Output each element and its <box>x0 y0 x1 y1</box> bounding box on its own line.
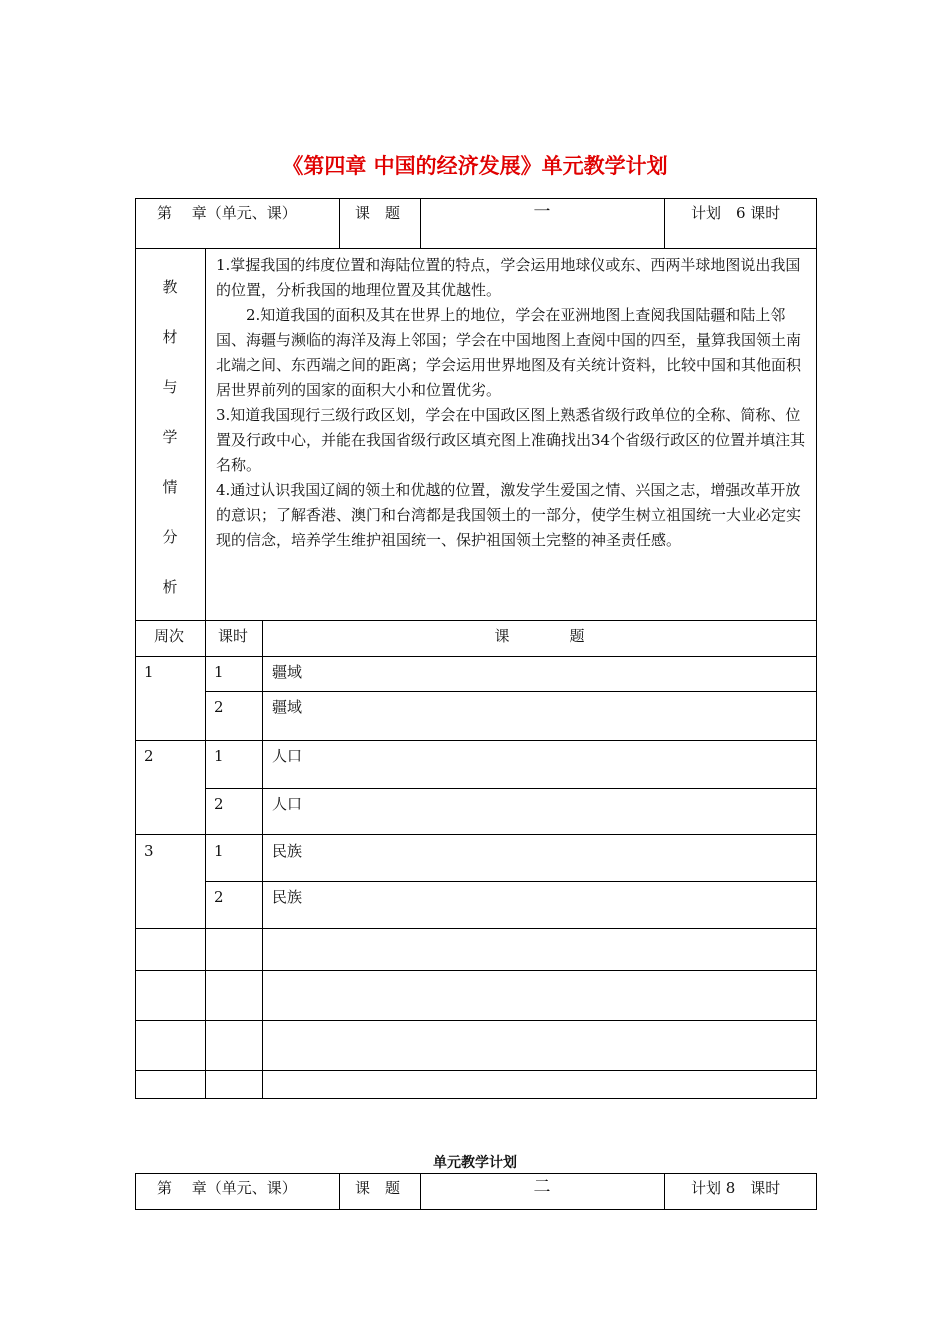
analysis-text <box>216 253 811 553</box>
col-week-header: 周次 <box>154 627 185 645</box>
row-topic: 人口 <box>272 747 303 765</box>
row-topic: 疆域 <box>272 663 303 681</box>
second-plan-title: 单元教学计划 <box>433 1155 517 1171</box>
row-hour: 1 <box>214 842 224 860</box>
row-hour: 1 <box>214 747 224 765</box>
row-hour: 2 <box>214 795 224 813</box>
row-week: 1 <box>144 663 154 681</box>
chapter-label: 第 章（单元、课） <box>157 204 297 222</box>
row-topic: 疆域 <box>272 698 303 716</box>
row-topic: 民族 <box>272 842 303 860</box>
row-topic: 民族 <box>272 888 303 906</box>
col-topic-header: 课 题 <box>494 627 585 645</box>
analysis-paragraph: 2.知道我国的面积及其在世界上的地位，学会在亚洲地图上查阅我国陆疆和陆上邻国、海疆与濒临的海洋及海上邻国；学会在中国地图上查阅中国的四至，量算我国领土南北端之间、东西端之间的距离；学会运用世界地图及有关统计资料，比较中国和其他面积居世界前列的国家的面积大小和位置优劣。 <box>216 306 802 399</box>
row-topic: 人口 <box>272 795 303 813</box>
plan-hours: 计划 6 课时 <box>691 204 781 222</box>
row-week: 3 <box>144 842 154 860</box>
second-chapter-label: 第 章（单元、课） <box>157 1179 297 1197</box>
row-hour: 2 <box>214 698 224 716</box>
second-topic-value: 二 <box>533 1177 551 1197</box>
row-week: 2 <box>144 747 154 765</box>
analysis-paragraph: 4.通过认识我国辽阔的领土和优越的位置，激发学生爱国之情、兴国之志，增强改革开放的意识；了解香港、澳门和台湾都是我国领土的一部分，使学生树立祖国统一大业必定实现的信念，培养学生维护祖国统一、保护祖国领土完整的神圣责任感。 <box>216 481 802 549</box>
analysis-side-label: 教 材 与 学 情 分 析 <box>162 278 178 596</box>
second-plan-hours: 计划 8 课时 <box>691 1179 781 1197</box>
analysis-paragraph: 1.掌握我国的纬度位置和海陆位置的特点，学会运用地球仪或东、西两半球地图说出我国的位置，分析我国的地理位置及其优越性。 <box>216 256 801 299</box>
second-topic-label: 课 题 <box>355 1179 401 1197</box>
topic-label: 课 题 <box>355 204 401 222</box>
row-hour: 1 <box>214 663 224 681</box>
topic-value: 一 <box>533 202 551 222</box>
row-hour: 2 <box>214 888 224 906</box>
col-hours-header: 课时 <box>218 627 249 645</box>
page-title: 《第四章 中国的经济发展》单元教学计划 <box>282 154 668 178</box>
analysis-paragraph: 3.知道我国现行三级行政区划，学会在中国政区图上熟悉省级行政单位的全称、简称、位置及行政中心，并能在我国省级行政区填充图上准确找出34个省级行政区的位置并填注其名称。 <box>216 406 806 474</box>
